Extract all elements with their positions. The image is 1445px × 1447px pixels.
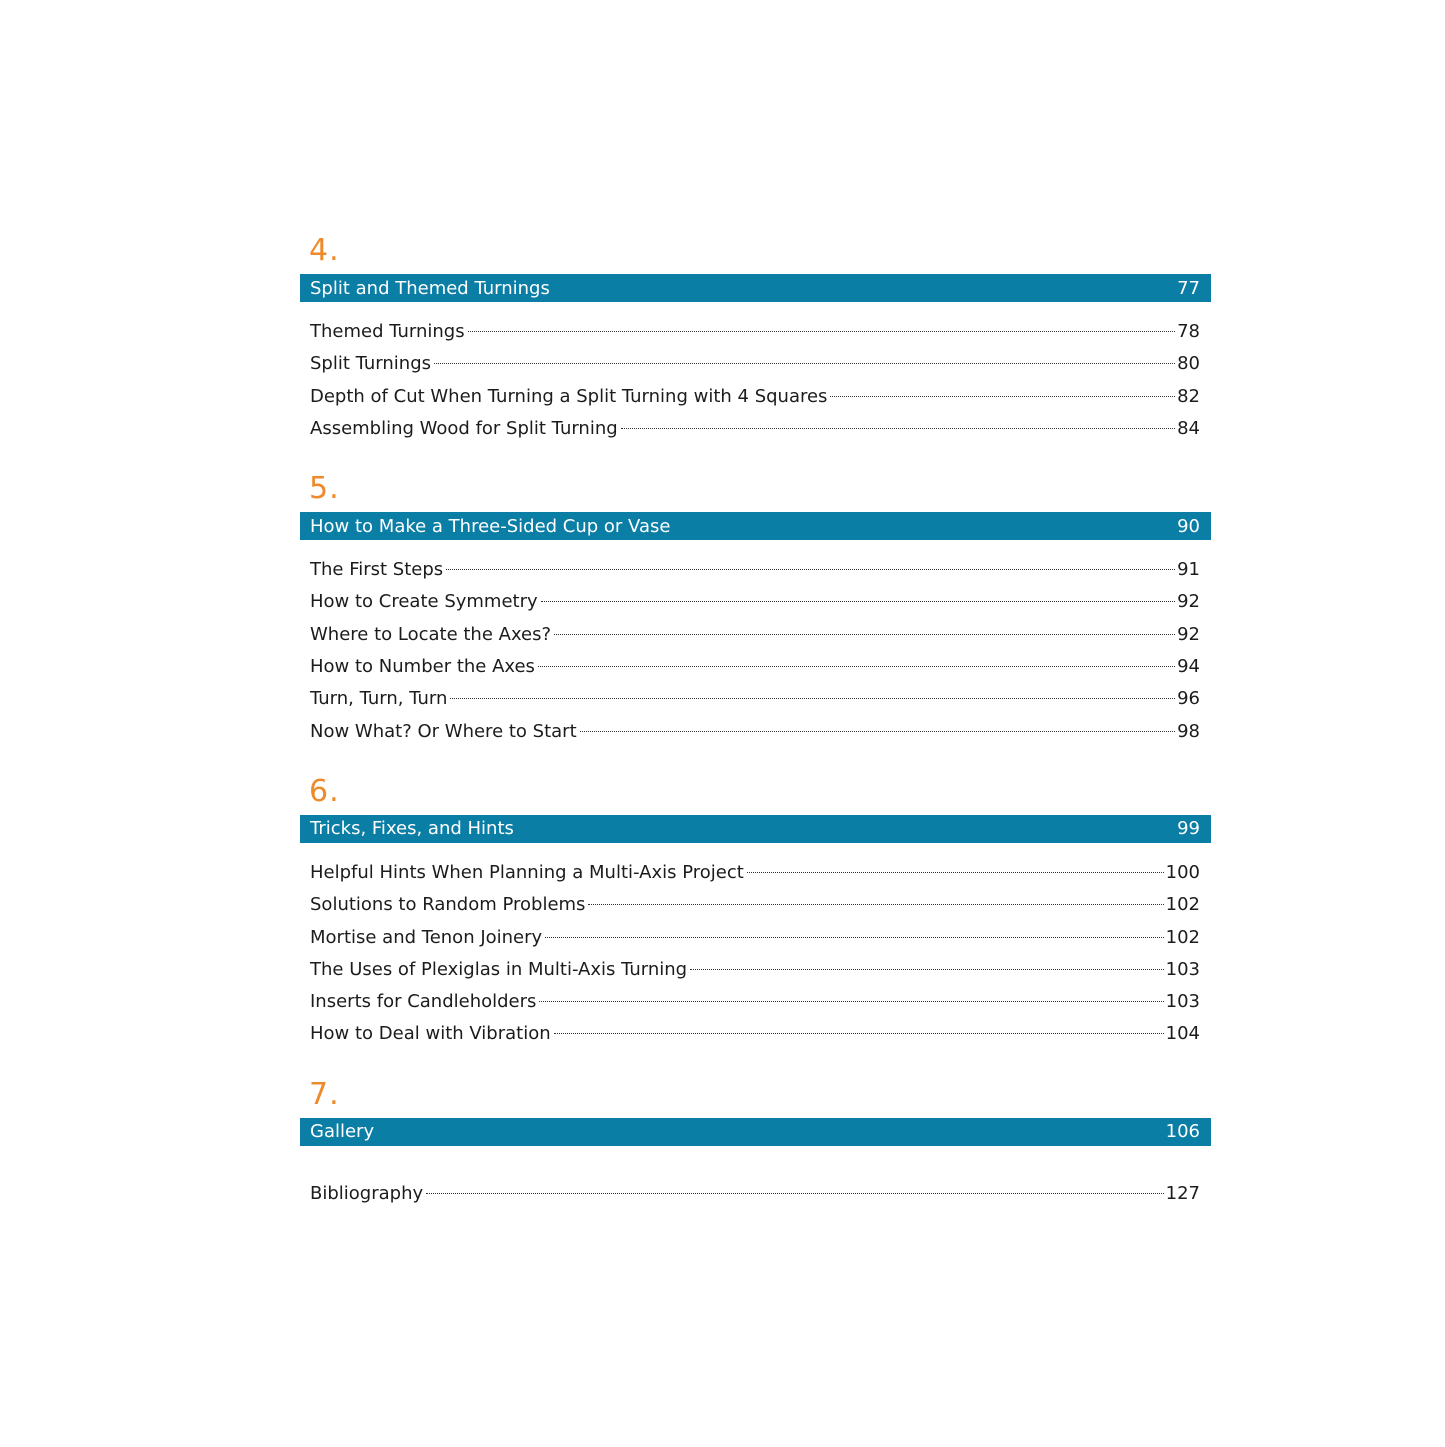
toc-entry-page-number: 84 bbox=[1177, 417, 1200, 439]
chapter-number: 4. bbox=[309, 233, 340, 268]
toc-entry[interactable] bbox=[310, 683, 1200, 715]
toc-entry-page-number: 80 bbox=[1177, 353, 1200, 375]
chapter-number: 6. bbox=[309, 773, 340, 809]
chapter-title: How to Make a Three-Sided Cup or Vase bbox=[310, 515, 671, 537]
toc-entry[interactable] bbox=[310, 554, 1200, 586]
toc-entry[interactable] bbox=[310, 586, 1200, 618]
dot-leader bbox=[747, 872, 1164, 873]
toc-entry-page-number: 91 bbox=[1177, 559, 1200, 581]
toc-entry-page-number: 92 bbox=[1177, 623, 1200, 645]
toc-entry[interactable] bbox=[310, 889, 1200, 921]
back-matter-list bbox=[300, 1178, 1211, 1210]
toc-entry-page-number: 100 bbox=[1165, 861, 1200, 883]
toc-entry-page-number: 98 bbox=[1177, 720, 1200, 742]
chapter-header-bar[interactable] bbox=[300, 1118, 1211, 1146]
toc-entry-title: Themed Turnings bbox=[310, 321, 465, 342]
chapter-section bbox=[300, 775, 1211, 1051]
toc-entry-page-number: 127 bbox=[1165, 1183, 1200, 1204]
toc-entry[interactable] bbox=[310, 619, 1200, 651]
chapter-page-number: 90 bbox=[1177, 515, 1200, 537]
dot-leader bbox=[468, 331, 1175, 332]
toc-entry[interactable] bbox=[310, 651, 1200, 683]
dot-leader bbox=[434, 363, 1175, 364]
toc-entry[interactable] bbox=[310, 348, 1200, 380]
back-matter bbox=[300, 1178, 1211, 1210]
toc-entry-page-number: 82 bbox=[1177, 385, 1200, 407]
toc-entry[interactable] bbox=[310, 1018, 1200, 1050]
chapter-header-bar[interactable] bbox=[300, 274, 1211, 302]
toc-entry-title: Helpful Hints When Planning a Multi-Axis Project bbox=[310, 861, 744, 883]
toc-entry-title: Solutions to Random Problems bbox=[310, 894, 586, 916]
table-of-contents bbox=[300, 234, 1211, 1146]
chapter-section bbox=[300, 234, 1211, 445]
dot-leader bbox=[450, 698, 1175, 699]
chapter-page-number: 99 bbox=[1177, 818, 1200, 840]
dot-leader bbox=[541, 601, 1175, 602]
toc-entry-page-number: 104 bbox=[1165, 1023, 1200, 1045]
dot-leader bbox=[545, 937, 1163, 938]
toc-entry-title: Turn, Turn, Turn bbox=[310, 688, 448, 710]
chapter-entries bbox=[300, 554, 1211, 748]
toc-entry-page-number: 103 bbox=[1165, 991, 1200, 1013]
dot-leader bbox=[538, 666, 1175, 667]
toc-entry-title: How to Deal with Vibration bbox=[310, 1023, 551, 1045]
chapter-title: Split and Themed Turnings bbox=[310, 277, 550, 299]
toc-entry-page-number: 94 bbox=[1177, 656, 1200, 678]
chapter-entries bbox=[300, 316, 1211, 445]
toc-entry[interactable] bbox=[310, 857, 1200, 889]
toc-entry-title: How to Number the Axes bbox=[310, 656, 535, 678]
chapter-header-bar[interactable] bbox=[300, 512, 1211, 540]
toc-entry[interactable] bbox=[310, 1178, 1200, 1210]
toc-entry-page-number: 102 bbox=[1165, 894, 1200, 916]
toc-entry-title: Mortise and Tenon Joinery bbox=[310, 926, 543, 948]
toc-entry-page-number: 92 bbox=[1177, 591, 1200, 613]
toc-entry[interactable] bbox=[310, 986, 1200, 1018]
dot-leader bbox=[554, 634, 1175, 635]
chapter-title: Gallery bbox=[310, 1121, 375, 1143]
toc-entry[interactable] bbox=[310, 381, 1200, 413]
toc-entry[interactable] bbox=[310, 413, 1200, 445]
toc-entry-title: Where to Locate the Axes? bbox=[310, 623, 552, 645]
dot-leader bbox=[539, 1001, 1163, 1002]
toc-entry-title: How to Create Symmetry bbox=[310, 591, 538, 613]
chapter-section bbox=[300, 472, 1211, 748]
toc-entry-page-number: 103 bbox=[1165, 958, 1200, 980]
dot-leader bbox=[588, 904, 1163, 905]
chapter-section bbox=[300, 1078, 1211, 1146]
chapter-page-number: 106 bbox=[1165, 1121, 1200, 1143]
toc-entry-title: Split Turnings bbox=[310, 353, 432, 375]
toc-entry-title: Now What? Or Where to Start bbox=[310, 720, 577, 742]
toc-entry[interactable] bbox=[310, 716, 1200, 748]
toc-entry-page-number: 102 bbox=[1165, 926, 1200, 948]
dot-leader bbox=[446, 569, 1175, 570]
toc-entry-title: Depth of Cut When Turning a Split Turning with 4 Squares bbox=[310, 385, 828, 407]
toc-entry[interactable] bbox=[310, 954, 1200, 986]
toc-entry-title: The First Steps bbox=[310, 559, 444, 581]
chapter-number: 7. bbox=[309, 1076, 340, 1112]
chapter-header-bar[interactable] bbox=[300, 815, 1211, 843]
dot-leader bbox=[554, 1033, 1164, 1034]
dot-leader bbox=[580, 731, 1175, 732]
chapter-title: Tricks, Fixes, and Hints bbox=[310, 818, 514, 840]
toc-entry-title: The Uses of Plexiglas in Multi-Axis Turning bbox=[310, 958, 688, 980]
toc-entry-title: Assembling Wood for Split Turning bbox=[310, 417, 618, 439]
dot-leader bbox=[426, 1193, 1164, 1194]
dot-leader bbox=[690, 969, 1164, 970]
toc-entry-title: Bibliography bbox=[310, 1183, 424, 1204]
chapter-number: 5. bbox=[309, 471, 340, 507]
chapter-entries bbox=[300, 857, 1211, 1051]
toc-entry[interactable] bbox=[310, 316, 1200, 348]
dot-leader bbox=[830, 396, 1175, 397]
dot-leader bbox=[621, 428, 1175, 429]
toc-entry-page-number: 96 bbox=[1177, 688, 1200, 710]
chapter-page-number: 77 bbox=[1177, 277, 1200, 299]
toc-entry-page-number: 78 bbox=[1177, 321, 1200, 342]
toc-entry-title: Inserts for Candleholders bbox=[310, 991, 537, 1013]
toc-entry[interactable] bbox=[310, 922, 1200, 954]
